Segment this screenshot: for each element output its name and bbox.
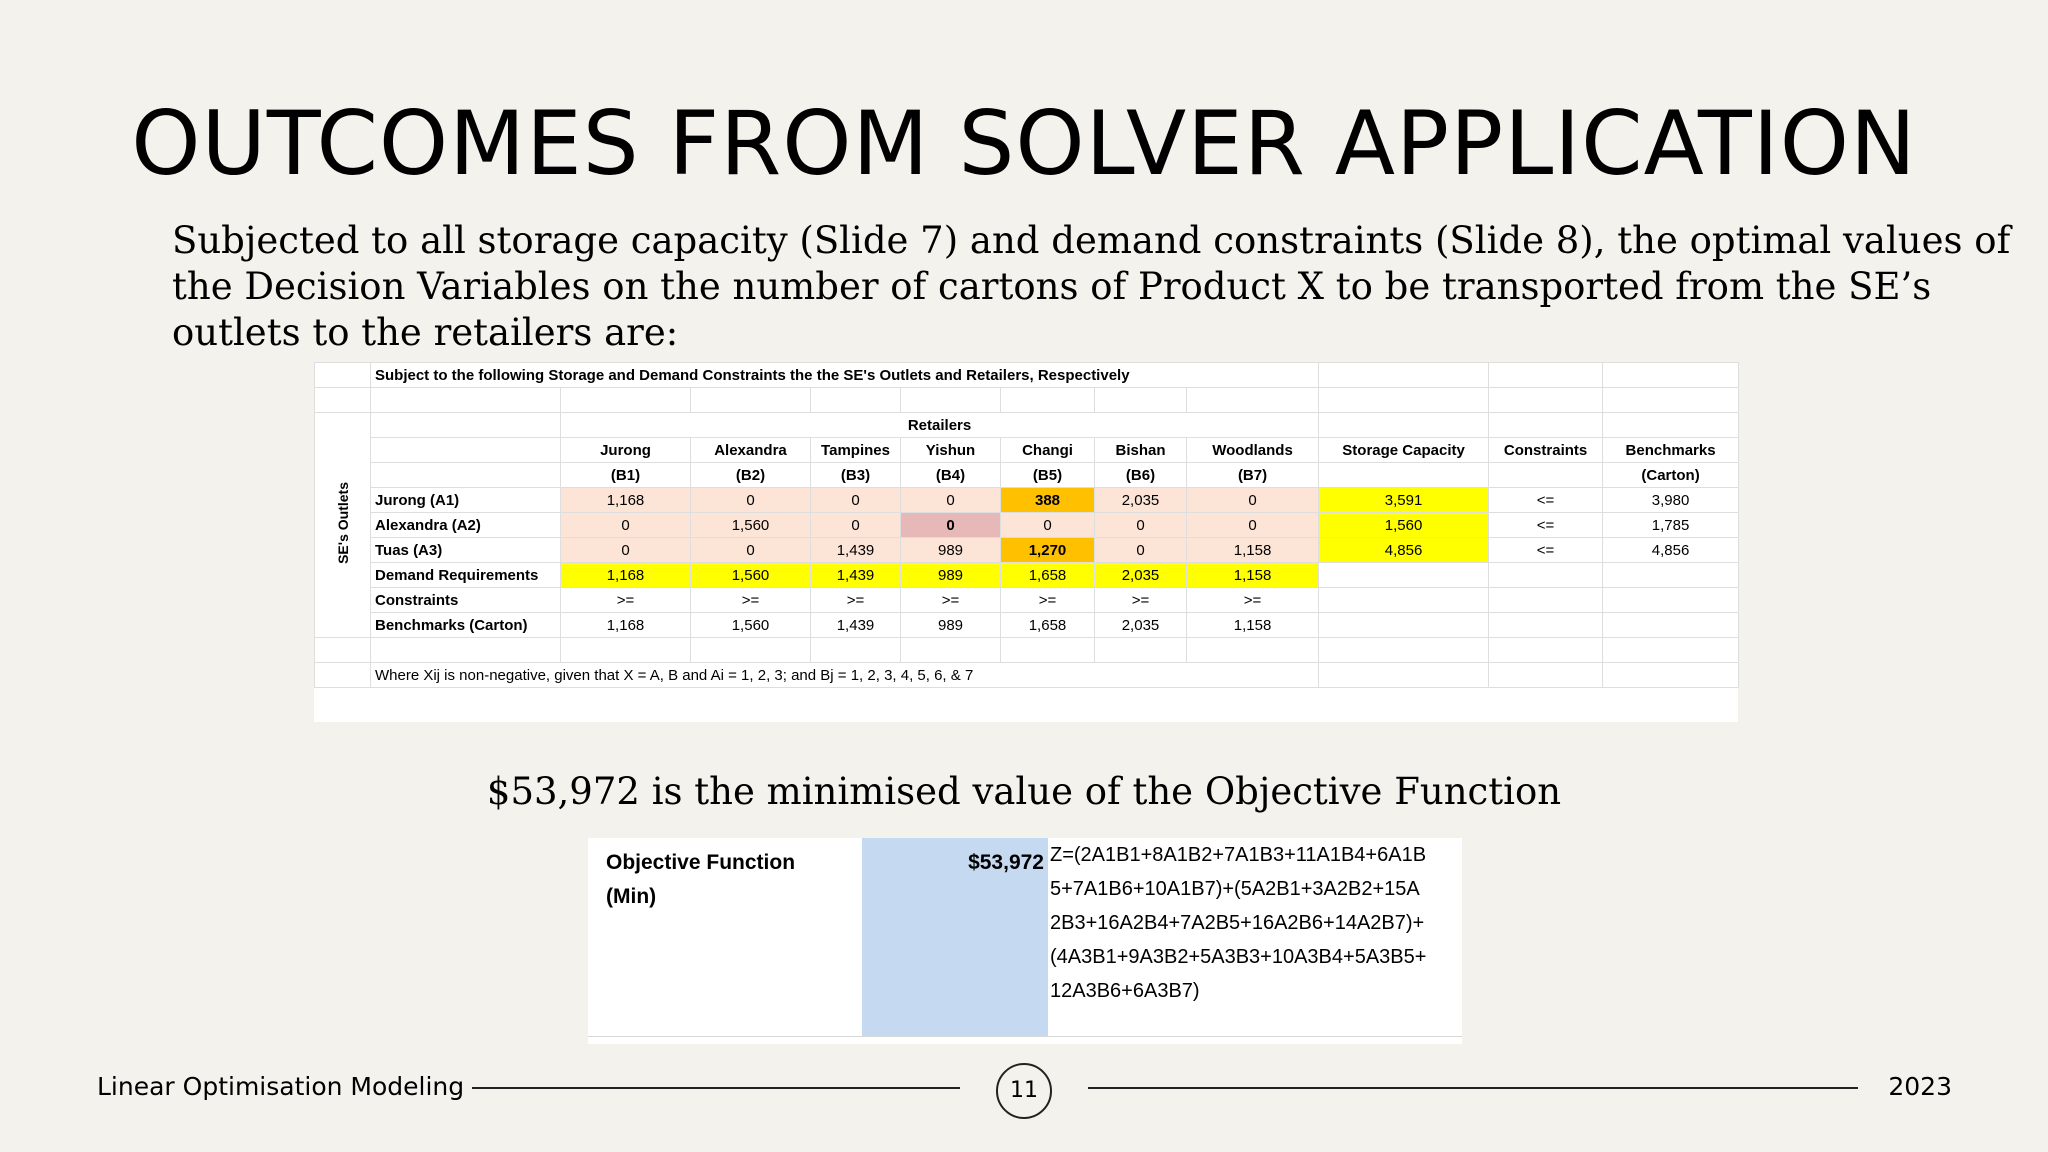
benchmark-cell: 1,168 [561,613,691,638]
demand-cell: 1,168 [561,563,691,588]
objective-label-line: Objective Function [606,851,796,874]
objective-summary: $53,972 is the minimised value of the Objective Function [486,770,1562,813]
constraint-cell: <= [1489,538,1603,563]
constraint-cell: >= [1095,588,1187,613]
cell: 0 [1095,513,1187,538]
formula-line: 2B3+16A2B4+7A2B5+16A2B6+14A2B7)+ [1050,912,1425,934]
column-code: (B1) [561,463,691,488]
page-number: 11 [996,1063,1052,1119]
objective-function-cell-block [588,838,1462,1044]
intro-paragraph [172,218,2011,356]
row-label: Tuas (A3) [371,538,561,563]
cell: 0 [1001,513,1095,538]
formula-line: Z=(2A1B1+8A1B2+7A1B3+11A1B4+6A1B [1050,844,1427,866]
cell: 1,560 [691,513,811,538]
table-row [315,538,1739,563]
intro-line: Subjected to all storage capacity (Slide 7) and demand constraints (Slide 8), the optimal values of [172,219,2011,262]
benchmark-cell: 1,439 [811,613,901,638]
cell: 0 [691,538,811,563]
demand-cell: 1,439 [811,563,901,588]
table-footnote: Where Xij is non-negative, given that X = A, B and Ai = 1, 2, 3; and Bj = 1, 2, 3, 4, 5, 6, & 7 [371,663,1319,688]
cell: 0 [811,513,901,538]
column-code: (B6) [1095,463,1187,488]
table-row [315,488,1739,513]
intro-line: outlets to the retailers are: [172,311,679,354]
constraints-header: Constraints [1489,438,1603,463]
cell: 0 [691,488,811,513]
constraint-cell: >= [691,588,811,613]
constraint-cell: >= [811,588,901,613]
cell: 1,168 [561,488,691,513]
cell: 0 [1187,488,1319,513]
row-label: Benchmarks (Carton) [371,613,561,638]
row-label: Demand Requirements [371,563,561,588]
footer-divider [472,1087,960,1089]
cell-highlight: 388 [1001,488,1095,513]
demand-cell: 1,560 [691,563,811,588]
benchmarks-row [315,613,1739,638]
benchmark-cell: 3,980 [1603,488,1739,513]
constraint-cell: >= [1001,588,1095,613]
slide-title: OUTCOMES FROM SOLVER APPLICATION [131,92,1917,195]
cell: 989 [901,538,1001,563]
demand-cell: 1,158 [1187,563,1319,588]
formula-line: 5+7A1B6+10A1B7)+(5A2B1+3A2B2+15A [1050,878,1420,900]
outlets-axis-label: SE's Outlets [334,482,351,564]
footer-course-title: Linear Optimisation Modeling [97,1072,465,1101]
objective-label-line: (Min) [606,885,657,908]
grid-line [588,1036,1462,1037]
demand-row [315,563,1739,588]
column-header: Yishun [901,438,1001,463]
constraint-cell: <= [1489,513,1603,538]
benchmark-cell: 1,158 [1187,613,1319,638]
column-code: (B2) [691,463,811,488]
demand-cell: 989 [901,563,1001,588]
column-header: Alexandra [691,438,811,463]
benchmark-cell: 4,856 [1603,538,1739,563]
storage-cell: 3,591 [1319,488,1489,513]
constraints-row [315,588,1739,613]
column-header: Jurong [561,438,691,463]
cell: 0 [561,513,691,538]
cell: 1,439 [811,538,901,563]
demand-cell: 1,658 [1001,563,1095,588]
constraint-cell: >= [901,588,1001,613]
retailers-group-header: Retailers [561,413,1319,438]
table-row [315,513,1739,538]
column-code: (B7) [1187,463,1319,488]
row-label: Alexandra (A2) [371,513,561,538]
cell: 2,035 [1095,488,1187,513]
cell: 0 [561,538,691,563]
cell-highlight: 1,270 [1001,538,1095,563]
constraint-cell: <= [1489,488,1603,513]
column-header: Tampines [811,438,901,463]
cell: 0 [1095,538,1187,563]
objective-label [606,846,836,914]
formula-line: 12A3B6+6A3B7) [1050,980,1200,1002]
storage-cell: 1,560 [1319,513,1489,538]
benchmarks-header-unit: (Carton) [1603,463,1739,488]
cell: 1,158 [1187,538,1319,563]
benchmarks-header: Benchmarks [1603,438,1739,463]
column-code: (B3) [811,463,901,488]
footer-year: 2023 [1888,1072,1952,1101]
footer-divider [1088,1087,1858,1089]
objective-formula [1050,838,1450,1008]
constraint-cell: >= [561,588,691,613]
column-code: (B5) [1001,463,1095,488]
formula-line: (4A3B1+9A3B2+5A3B3+10A3B4+5A3B5+ [1050,946,1427,968]
constraint-cell: >= [1187,588,1319,613]
row-label: Jurong (A1) [371,488,561,513]
cell: 0 [811,488,901,513]
benchmark-cell: 989 [901,613,1001,638]
column-header: Woodlands [1187,438,1319,463]
cell: 0 [901,488,1001,513]
intro-line: the Decision Variables on the number of cartons of Product X to be transported from the SE’s [172,265,1932,308]
table-caption: Subject to the following Storage and Demand Constraints the the SE's Outlets and Retailers, Respectively [371,363,1319,388]
benchmark-cell: 1,560 [691,613,811,638]
cell: 0 [1187,513,1319,538]
storage-capacity-header: Storage Capacity [1319,438,1489,463]
column-code: (B4) [901,463,1001,488]
benchmark-cell: 2,035 [1095,613,1187,638]
column-header: Changi [1001,438,1095,463]
benchmark-cell: 1,785 [1603,513,1739,538]
column-header: Bishan [1095,438,1187,463]
benchmark-cell: 1,658 [1001,613,1095,638]
row-label: Constraints [371,588,561,613]
solver-result-table [314,362,1738,722]
cell-highlight: 0 [901,513,1001,538]
objective-value: $53,972 [968,851,1044,874]
storage-cell: 4,856 [1319,538,1489,563]
demand-cell: 2,035 [1095,563,1187,588]
